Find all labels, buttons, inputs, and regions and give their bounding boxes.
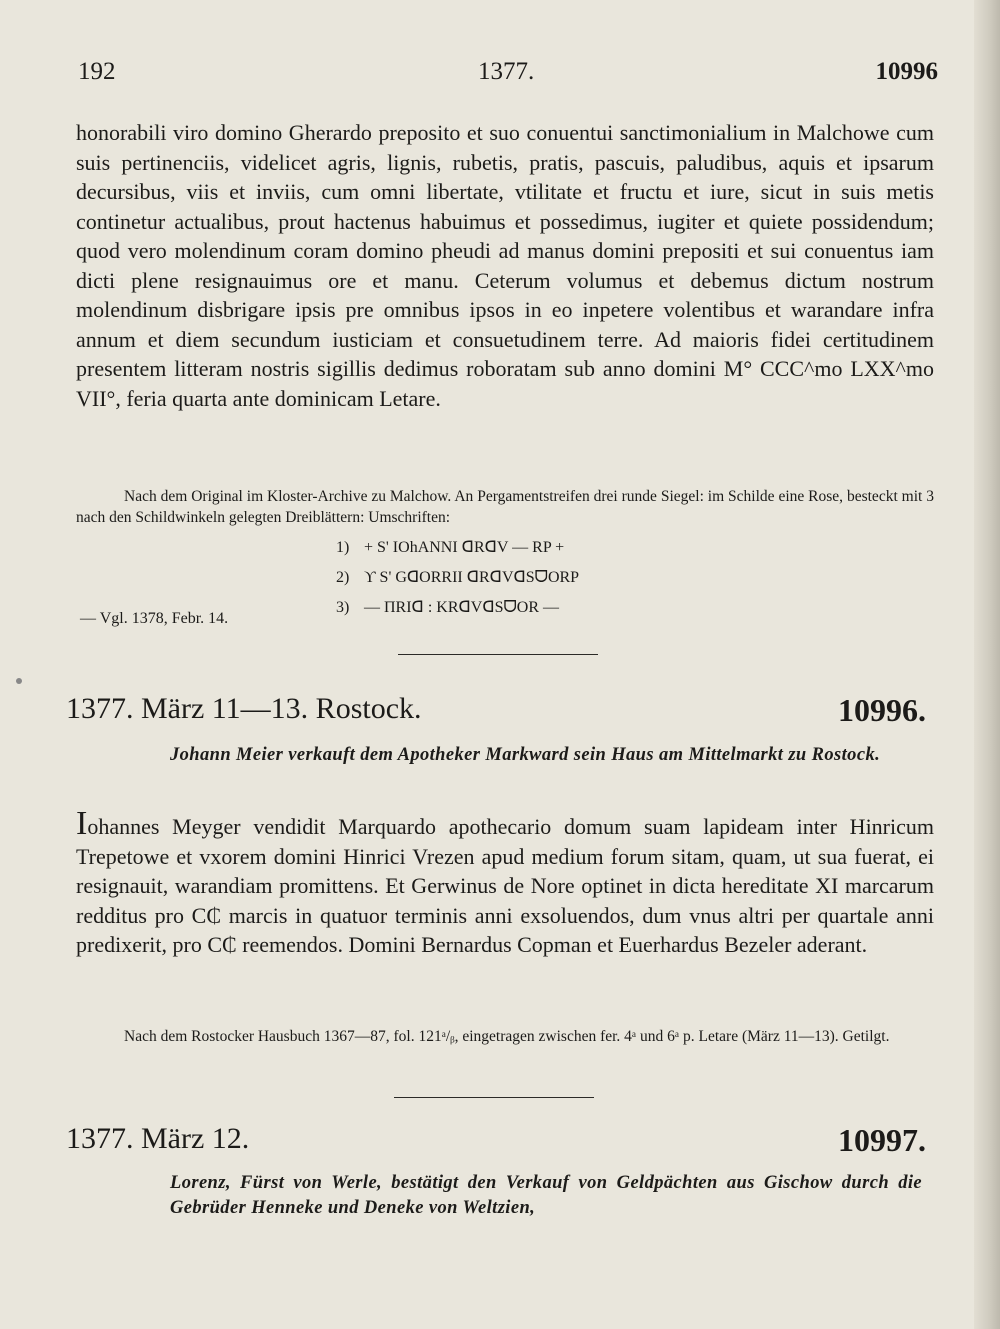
seal-2: 2) ϒ S' GᗡORRII ᗡRᗡVᗡSᗜORP — [336, 569, 580, 586]
header-doc-number: 10996 — [875, 58, 938, 85]
entry-10996-heading — [66, 692, 926, 732]
seal-inscriptions — [336, 533, 579, 623]
entry-10996-date: 1377. März 11—13. Rostock. — [66, 692, 422, 725]
continuation-text: honorabili viro domino Gherardo preposito et suo conuentui sanctimonialium in Malchowe cum suis pertinenciis, videlicet agris, lignis, rubetis, pratis, pascuis, paludibus, aquis et ipsarum decursibus, viis et inviis, cum omni libertate, vtilitate et fructu et iure, sicut in suis metis continetur actualibus, prout hactenus habuimus et possedimus, iugiter et quiete possidendum; quod vero molendinum coram domino pheudi ad manus domini prepositi et sui conuentus iam dicti plene resignauimus ore et manu. Ceterum volumus et debemus dictum nostrum molendinum disbrigare ipsis pre omnibus ipsos in eo inpetere volentibus et warandare infra annum et diem secundum iusticiam et consuetudinem terre. Ad maioris fidei certitudinem presentem litteram nostris sigillis dedimus roboratam sub anno domini M° CCC^mo LXX^mo VII°, feria quarta ante dominicam Letare. — [76, 120, 934, 411]
cross-reference: — Vgl. 1378, Febr. 14. — [80, 610, 229, 627]
section-divider-2 — [394, 1097, 594, 1098]
entry-10997-regest: Lorenz, Fürst von Werle, bestätigt den Verkauf von Geldpächten aus Gischow durch die Gebrüder Henneke und Deneke von Weltzien, — [170, 1173, 922, 1218]
entry-10996-source-note: Nach dem Rostocker Hausbuch 1367—87, fol. 121ᵃ/ᵦ, eingetragen zwischen fer. 4ᵃ und 6ᵃ p. Letare (März 11—13). Getilgt. — [124, 1028, 890, 1045]
entry-10997-heading — [66, 1122, 926, 1162]
seal-1: 1) + S' IOhANNI ᗡRᗡV — RP + — [336, 539, 565, 556]
entry-10997-date: 1377. März 12. — [66, 1122, 250, 1155]
entry-10996-regest: Johann Meier verkauft dem Apotheker Markward sein Haus am Mittelmarkt zu Rostock. — [170, 745, 881, 765]
entry-10996-text: Iohannes Meyger vendidit Marquardo apothecario domum suam lapideam inter Hinricum Trepetowe et vxorem domini Hinrici Vrezen apud medium forum sitam, quam, ut sua fuerat, ei resignauit, warandiam promittens. Et Gerwinus de Nore optinet in dicta hereditate XI marcarum redditus pro C₵ marcis in quatuor terminis anni exsoluendos, dum vnus altri per quartale anni predixerit, pro C₵ reemendos. Domini Bernardus Copman et Euerhardus Bezeler aderant. — [76, 805, 934, 957]
entry-10997-number: 10997. — [838, 1122, 926, 1158]
page-number: 192 — [78, 58, 116, 85]
entry-10996-number: 10996. — [838, 692, 926, 728]
running-header — [78, 58, 938, 90]
source-note-original: Nach dem Original im Kloster-Archive zu Malchow. An Pergamentstreifen drei runde Siegel: im Schilde eine Rose, besteckt mit 3 nach den Schildwinkeln gelegten Dreiblättern: Umschriften: — [76, 488, 934, 526]
drop-initial: I — [76, 805, 88, 842]
seal-3: 3) — ΠRIᗡ : KRᗡVᗡSᗜOR — — [336, 599, 560, 616]
margin-dot — [16, 678, 22, 684]
header-year: 1377. — [478, 58, 535, 85]
page-edge-shadow — [974, 0, 1000, 1329]
section-divider — [398, 654, 598, 655]
